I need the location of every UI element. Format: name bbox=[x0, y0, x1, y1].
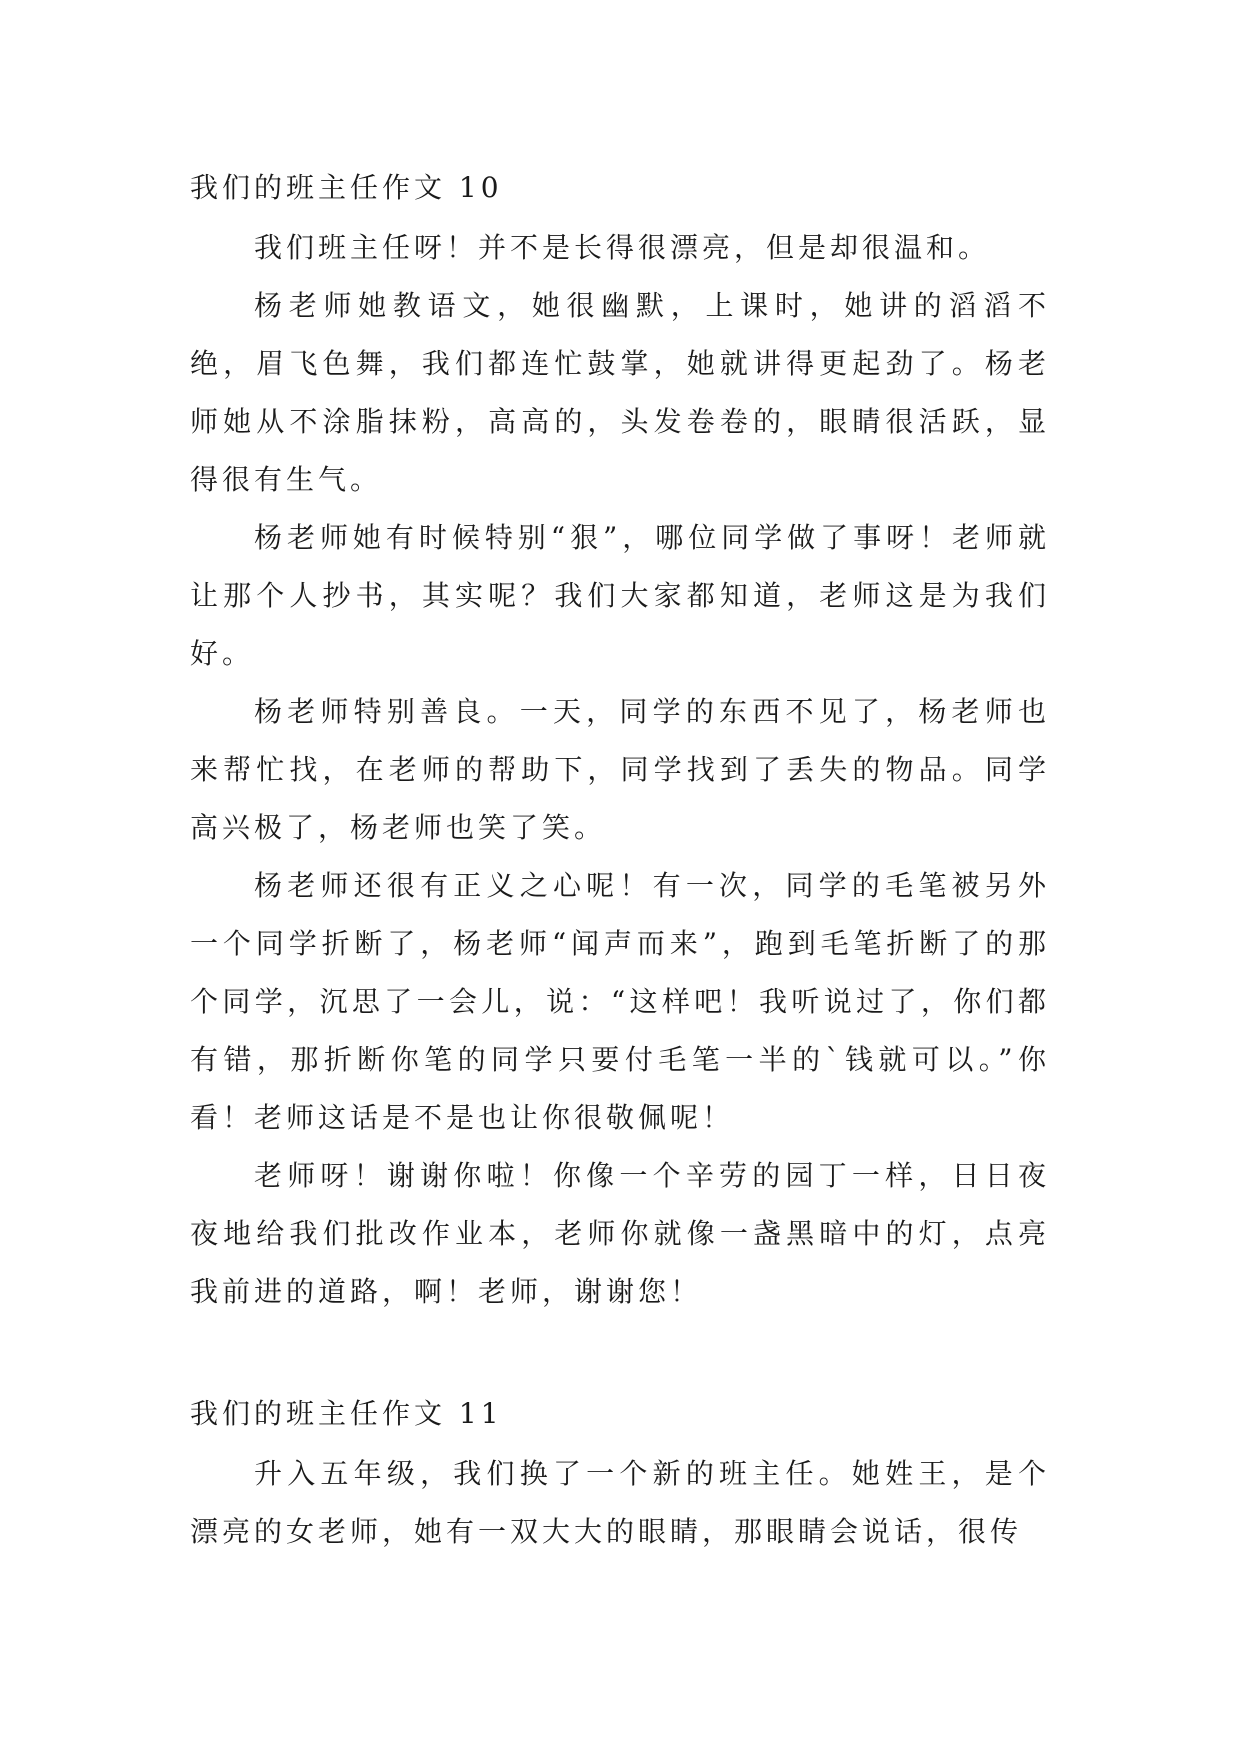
essay-11 bbox=[190, 1383, 1050, 1561]
essay-10 bbox=[190, 157, 1050, 1321]
paragraph: 杨老师特别善良。一天，同学的东西不见了，杨老师也来帮忙找，在老师的帮助下，同学找到了丢失的物品。同学高兴极了，杨老师也笑了笑。 bbox=[190, 695, 1050, 844]
section-divider-space bbox=[190, 1321, 1050, 1383]
paragraph: 升入五年级，我们换了一个新的班主任。她姓王，是个漂亮的女老师，她有一双大大的眼睛，那眼睛会说话，很传 bbox=[190, 1457, 1050, 1548]
essay-title: 我们的班主任作文 11 bbox=[190, 1397, 503, 1430]
essay-title: 我们的班主任作文 10 bbox=[190, 171, 503, 204]
paragraph: 杨老师她教语文，她很幽默，上课时，她讲的滔滔不绝，眉飞色舞，我们都连忙鼓掌，她就讲得更起劲了。杨老师她从不涂脂抹粉，高高的，头发卷卷的，眼睛很活跃，显得很有生气。 bbox=[190, 289, 1050, 496]
paragraph: 杨老师她有时候特别“狠”，哪位同学做了事呀！老师就让那个人抄书，其实呢？我们大家都知道，老师这是为我们好。 bbox=[190, 521, 1050, 670]
paragraph: 我们班主任呀！并不是长得很漂亮，但是却很温和。 bbox=[254, 231, 991, 264]
paragraph: 杨老师还很有正义之心呢！有一次，同学的毛笔被另外一个同学折断了，杨老师“闻声而来”，跑到毛笔折断了的那个同学，沉思了一会儿，说：“这样吧！我听说过了，你们都有错，那折断你笔的同学只要付毛笔一半的`钱就可以。”你看！老师这话是不是也让你很敬佩呢！ bbox=[190, 869, 1050, 1134]
paragraph: 老师呀！谢谢你啦！你像一个辛劳的园丁一样，日日夜夜地给我们批改作业本，老师你就像一盏黑暗中的灯，点亮我前进的道路，啊！老师，谢谢您！ bbox=[190, 1159, 1050, 1308]
document-body bbox=[190, 157, 1050, 1561]
